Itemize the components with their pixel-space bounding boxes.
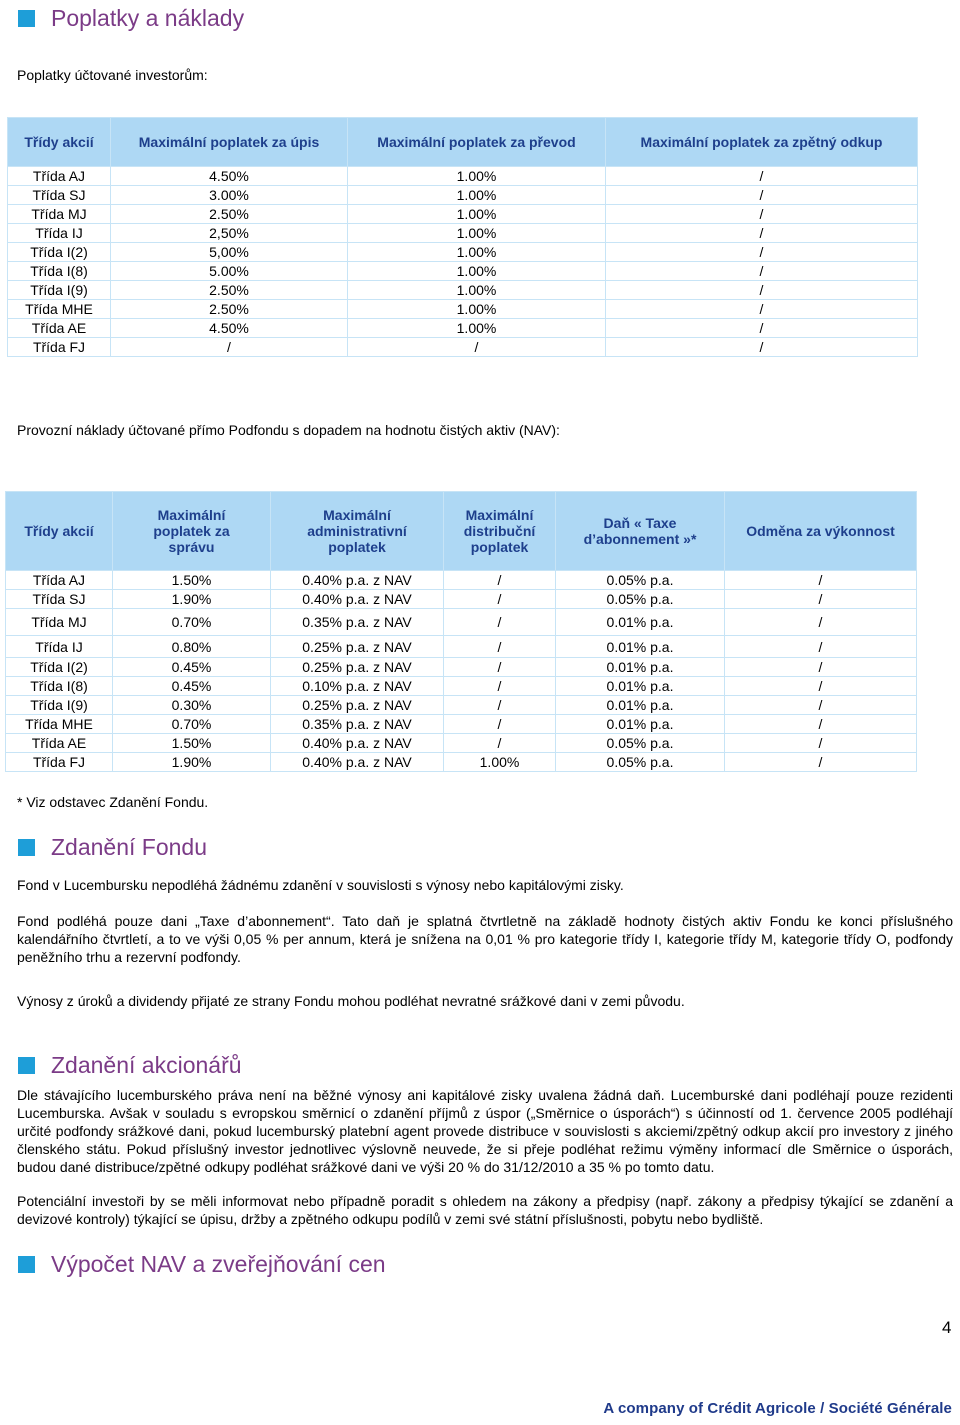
table-header: Maximální poplatek za převod	[348, 118, 606, 167]
table-cell: Třída SJ	[8, 186, 111, 205]
table-cell: /	[725, 658, 917, 677]
table-cell: 5,00%	[111, 243, 348, 262]
table-cell: 0.05% p.a.	[556, 571, 725, 590]
table-cell: /	[444, 658, 556, 677]
table-cell: /	[606, 262, 918, 281]
table-row	[6, 590, 917, 609]
table-header: Třídy akcií	[8, 118, 111, 167]
table-cell: /	[444, 696, 556, 715]
table-cell: /	[444, 590, 556, 609]
table-cell: 2.50%	[111, 281, 348, 300]
table-cell: 1.00%	[348, 186, 606, 205]
bullet-square-icon	[18, 839, 35, 856]
footer-company-logo: A company of Crédit Agricole / Société Générale	[603, 1400, 952, 1417]
table-cell: 0.01% p.a.	[556, 696, 725, 715]
table-cell: 1.00%	[348, 300, 606, 319]
table-cell: 1.00%	[348, 243, 606, 262]
table-row	[8, 300, 918, 319]
table-row	[6, 571, 917, 590]
table-cell: Třída SJ	[6, 590, 113, 609]
table-cell: /	[606, 319, 918, 338]
table-cell: Třída AJ	[6, 571, 113, 590]
table-cell: 0.01% p.a.	[556, 715, 725, 734]
table-cell: 0.30%	[113, 696, 271, 715]
table-row	[8, 167, 918, 186]
table-cell: /	[725, 609, 917, 636]
table-row	[6, 609, 917, 636]
table-cell: Třída I(8)	[8, 262, 111, 281]
table-cell: 1.50%	[113, 734, 271, 753]
table-cell: 0.40% p.a. z NAV	[271, 753, 444, 772]
table-cell: 4.50%	[111, 167, 348, 186]
table-cell: 0.45%	[113, 677, 271, 696]
table-cell: /	[725, 734, 917, 753]
table-cell: /	[111, 338, 348, 357]
table-cell: /	[444, 734, 556, 753]
table-cell: 2.50%	[111, 300, 348, 319]
table-cell: /	[606, 281, 918, 300]
table-cell: 1.90%	[113, 590, 271, 609]
table-cell: /	[725, 571, 917, 590]
table-cell: 0.05% p.a.	[556, 753, 725, 772]
table-cell: /	[444, 677, 556, 696]
table-cell: 0.25% p.a. z NAV	[271, 636, 444, 658]
table-cell: 0.25% p.a. z NAV	[271, 658, 444, 677]
table-cell: /	[606, 243, 918, 262]
table-row	[8, 338, 918, 357]
table-cell: Třída MHE	[6, 715, 113, 734]
table-cell: 1.00%	[348, 224, 606, 243]
table-cell: 0.25% p.a. z NAV	[271, 696, 444, 715]
table-row	[6, 658, 917, 677]
table-cell: Třída MJ	[8, 205, 111, 224]
table-cell: /	[444, 609, 556, 636]
table-header: Maximální poplatek za správu	[113, 492, 271, 571]
table-cell: Třída IJ	[8, 224, 111, 243]
table-cell: Třída MJ	[6, 609, 113, 636]
table-row	[6, 696, 917, 715]
table-cell: 0.01% p.a.	[556, 636, 725, 658]
table-header: Maximální poplatek za zpětný odkup	[606, 118, 918, 167]
paragraph: Výnosy z úroků a dividendy přijaté ze strany Fondu mohou podléhat nevratné srážkové dani v zemi původu.	[17, 993, 685, 1009]
table-cell: 0.01% p.a.	[556, 677, 725, 696]
bullet-square-icon	[18, 10, 35, 27]
table-cell: Třída I(2)	[8, 243, 111, 262]
table-cell: Třída FJ	[6, 753, 113, 772]
table-cell: 0.35% p.a. z NAV	[271, 609, 444, 636]
fees-intro: Poplatky účtované investorům:	[17, 67, 208, 83]
section-heading-nav: Výpočet NAV a zveřejňování cen	[18, 1251, 386, 1278]
table-cell: 0.45%	[113, 658, 271, 677]
table-cell: 1.00%	[348, 262, 606, 281]
table-cell: Třída IJ	[6, 636, 113, 658]
footnote: * Viz odstavec Zdanění Fondu.	[17, 794, 209, 810]
table-header: Maximální administrativní poplatek	[271, 492, 444, 571]
paragraph: Dle stávajícího lucemburského práva není na běžné výnosy ani kapitálové zisky uvalena žádná daň. Lucemburské dani podléhají pouze rezidenti Lucemburska. Avšak v souladu s evropskou směrnicí o zdanění příjmů z úspor („Směrnice o úsporách“) s účinností od 1. července 2005 podléhají určité podfondy srážkové dani, pokud lucemburský platební agent provede distribuce v souvislosti s akciemi/zpětný odkup akcií pro investory z jiného členského státu. Pokud příslušný investor jednotlivec výslovně neuvede, že si přeje podléhat režimu výměny informací dle Směrnice o úsporách, budou dané distribuce/zpětné odkupy podléhat srážkové dani ve výši 20 % do 31/12/2010 a 35 % po tomto datu.	[17, 1087, 953, 1175]
paragraph: Fond v Lucembursku nepodléhá žádnému zdanění v souvislosti s výnosy nebo kapitálovými zisky.	[17, 877, 624, 893]
paragraph: Potenciální investoři by se měli informovat nebo případně poradit s ohledem na zákony a předpisy (např. zákony a předpisy týkající se zdanění a devizové kontroly) týkající se úpisu, držby a zpětného odkupu podílů v zemi své státní příslušnosti, pobytu nebo bydliště.	[17, 1193, 953, 1227]
table-row	[6, 677, 917, 696]
table-cell: 0.01% p.a.	[556, 609, 725, 636]
table-cell: Třída AJ	[8, 167, 111, 186]
table-cell: 2,50%	[111, 224, 348, 243]
table-row	[6, 734, 917, 753]
table-row	[6, 636, 917, 658]
table-cell: 0.10% p.a. z NAV	[271, 677, 444, 696]
table-cell: /	[444, 715, 556, 734]
fees-table	[7, 117, 918, 357]
table-row	[8, 224, 918, 243]
table-cell: /	[725, 636, 917, 658]
table-row	[6, 753, 917, 772]
table-cell: 1.00%	[444, 753, 556, 772]
table-header: Třídy akcií	[6, 492, 113, 571]
table-row	[8, 262, 918, 281]
table-cell: /	[725, 753, 917, 772]
table-cell: Třída I(2)	[6, 658, 113, 677]
table-cell: /	[606, 300, 918, 319]
table-cell: /	[348, 338, 606, 357]
table-header: Maximální poplatek za úpis	[111, 118, 348, 167]
table-cell: /	[444, 636, 556, 658]
table-cell: 1.00%	[348, 319, 606, 338]
table-cell: 0.70%	[113, 715, 271, 734]
table-cell: Třída I(9)	[8, 281, 111, 300]
table-cell: Třída FJ	[8, 338, 111, 357]
operating-costs-intro: Provozní náklady účtované přímo Podfondu s dopadem na hodnotu čistých aktiv (NAV):	[17, 422, 560, 438]
table-cell: /	[606, 186, 918, 205]
table-cell: 1.90%	[113, 753, 271, 772]
table-cell: Třída AE	[6, 734, 113, 753]
table-cell: 0.35% p.a. z NAV	[271, 715, 444, 734]
table-cell: /	[606, 224, 918, 243]
table-cell: 0.05% p.a.	[556, 590, 725, 609]
table-cell: Třída I(9)	[6, 696, 113, 715]
table-cell: 1.00%	[348, 281, 606, 300]
table-cell: /	[725, 696, 917, 715]
table-header: Odměna za výkonnost	[725, 492, 917, 571]
table-cell: /	[606, 338, 918, 357]
table-cell: 3.00%	[111, 186, 348, 205]
table-cell: /	[606, 167, 918, 186]
table-cell: 0.80%	[113, 636, 271, 658]
table-row	[8, 281, 918, 300]
table-cell: 1.00%	[348, 205, 606, 224]
table-cell: 1.00%	[348, 167, 606, 186]
table-header: Maximální distribuční poplatek	[444, 492, 556, 571]
operating-costs-table	[5, 491, 917, 772]
table-cell: Třída AE	[8, 319, 111, 338]
table-row	[8, 243, 918, 262]
table-cell: /	[606, 205, 918, 224]
table-cell: 5.00%	[111, 262, 348, 281]
bullet-square-icon	[18, 1057, 35, 1074]
table-cell: 0.40% p.a. z NAV	[271, 590, 444, 609]
table-row	[8, 186, 918, 205]
section-heading-fees: Poplatky a náklady	[18, 5, 244, 32]
section-heading-shareholder-taxation: Zdanění akcionářů	[18, 1052, 242, 1079]
bullet-square-icon	[18, 1256, 35, 1273]
table-cell: /	[725, 715, 917, 734]
page-number: 4	[942, 1318, 952, 1337]
table-header: Daň « Taxe d’abonnement »*	[556, 492, 725, 571]
table-cell: 0.01% p.a.	[556, 658, 725, 677]
paragraph: Fond podléhá pouze dani „Taxe d’abonnement“. Tato daň je splatná čtvrtletně na základě hodnoty čistých aktiv Fondu ke konci příslušného kalendářního čtvrtletí, a to ve výši 0,05 % per annum, která je snížena na 0,01 % pro kategorie třídy I, kategorie třídy M, kategorie třídy O, podfondy peněžního trhu a rezervní podfondy.	[17, 913, 953, 965]
table-cell: 4.50%	[111, 319, 348, 338]
table-cell: Třída MHE	[8, 300, 111, 319]
table-cell: 0.05% p.a.	[556, 734, 725, 753]
table-cell: 2.50%	[111, 205, 348, 224]
section-heading-fund-taxation: Zdanění Fondu	[18, 834, 207, 861]
table-row	[8, 319, 918, 338]
table-cell: Třída I(8)	[6, 677, 113, 696]
table-cell: 0.40% p.a. z NAV	[271, 734, 444, 753]
table-cell: 1.50%	[113, 571, 271, 590]
table-cell: 0.70%	[113, 609, 271, 636]
table-row	[8, 205, 918, 224]
table-cell: 0.40% p.a. z NAV	[271, 571, 444, 590]
table-cell: /	[725, 677, 917, 696]
table-cell: /	[725, 590, 917, 609]
table-row	[6, 715, 917, 734]
table-cell: /	[444, 571, 556, 590]
